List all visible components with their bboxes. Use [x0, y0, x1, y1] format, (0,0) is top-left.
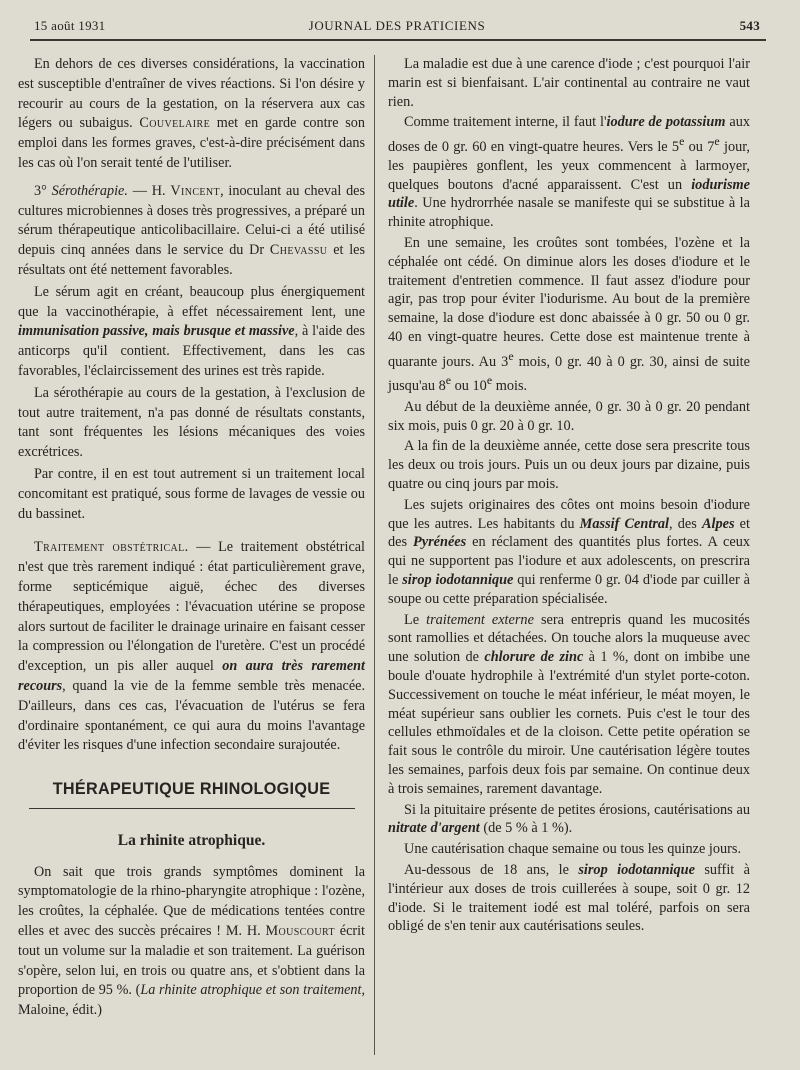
text-run: en réclament des quantités plus fortes. A ceux qui ne supportent pas l'iodure et aux adolescents, on prescrira le [388, 534, 750, 589]
article-subtitle: La rhinite atrophique. [117, 831, 266, 849]
superscript: e [508, 348, 514, 363]
paragraph-cauterisation: Une cautérisation chaque semaine ou tous les quinze jours. [404, 841, 742, 858]
author-name: Mouscourt [265, 923, 335, 940]
paragraph-moins-18-ans [388, 861, 750, 936]
emphasis: on aura très rarement recours [18, 658, 365, 694]
right-column [388, 55, 750, 936]
header-rule [30, 39, 766, 41]
text-run: à 1 %, dont on imbibe une boule d'ouate hydrophile à l'extrémité d'un stylet porte-coton. Successivement on touche le méat inférieur, le méat moyen, le méat supérieur sans oublier les cornets. Puis c'est le tour des cellules ethmoïdales et de la cloison. Cette petite opération se fait sous le contrôle du miroir. Une cautérisation légère toutes les semaines, parfois deux fois par semaine. On continue deux à trois semaines, rarement davantage. [388, 649, 751, 797]
emphasis: Alpes [701, 515, 735, 532]
emphasis: iodurisme utile [388, 176, 750, 212]
text-run: Le [404, 611, 427, 628]
paragraph-serotherapie [18, 182, 365, 281]
paragraph-rhinite-intro [18, 863, 365, 1021]
text-run: , à l'aide des anticorps qu'il contient. Effectivement, dans les cas favorables, l'éclaircissement des urines est très rapide. [18, 323, 365, 379]
author-name: Chevassu [269, 242, 328, 259]
paragraph-heading: Sérothérapie. [51, 182, 128, 199]
text-run: (de 5 % à 1 %). [479, 820, 573, 837]
section-rule [29, 808, 355, 809]
superscript: e [445, 373, 452, 388]
text-run: Si la pituitaire présente de petites érosions, cautérisations au [404, 801, 750, 818]
text-run: et des [388, 515, 750, 551]
text-run: , inoculant au cheval des cultures microbiennes à doses très progressives, a préparé un sérum thérapeutique anticolibacillaire. Celui-ci a été utilisé depuis cinq années dans le service du Dr [18, 182, 365, 259]
text-run: ou 7 [684, 138, 715, 155]
running-header [34, 18, 760, 40]
paragraph-sujets-originaires [388, 496, 750, 609]
text-run: aux doses de 0 gr. 60 en vingt-quatre heures. Vers le 5 [388, 114, 750, 155]
emphasis: Pyrénées [413, 534, 467, 551]
superscript: e [714, 134, 720, 149]
author-name: Couvelaire [139, 115, 211, 132]
text-run: En une semaine, les croûtes sont tombées, l'ozène et la céphalée ont cédé. On diminue alors les doses d'iodure et le traitement d'entretien commence. Il faut assez d'iodure pour agir, pas trop pour éviter l'iodurisme. Au bout de la première semaine, la dose d'iodure est donc abaissée à 0 gr. 50 ou 0 gr. 40 en vingt-quatre heures. Cette dose est maintenue trente à quarante jours. Au 3 [388, 234, 750, 370]
paragraph-fin-deuxieme-annee: A la fin de la deuxième année, cette dose sera prescrite tous les deux ou trois jours. Puis un ou deux jours par dizaine, puis quatre ou cinq jours par mois. [388, 438, 750, 493]
text-run: Les sujets originaires des côtes ont moins besoin d'iodure que les autres. Les habitants du [388, 496, 750, 532]
paragraph-traitement-local: Par contre, il en est tout autrement si un traitement local concomitant est pratiqué, sous forme de lavages de vessie ou du bassinet. [18, 465, 365, 522]
left-column [18, 55, 365, 1021]
author-name: Vincent [170, 182, 221, 199]
text-run: suffit à l'intérieur aux doses de trois cuillerées à soupe, soit 0 gr. 12 d'iode. Si le traitement iodé est mal toléré, parfois on sera obligé de s'en tenir aux cautérisations seules. [388, 861, 750, 935]
column-divider [374, 55, 375, 1055]
superscript: e [679, 134, 685, 149]
text-run: mois, 0 gr. 40 à 0 gr. 30, ainsi de suite jusqu'au 8 [388, 353, 750, 395]
paragraph-heading: Traitement obstétrical. [34, 539, 189, 556]
text-run: Au-dessous de 18 ans, le [404, 861, 579, 878]
paragraph-traitement-interne [388, 113, 750, 232]
text-run: ou 10 [451, 378, 487, 395]
superscript: e [486, 373, 493, 388]
paragraph-traitement-externe [388, 611, 750, 799]
paragraph-carence-iode: La maladie est due à une carence d'iode ; c'est pourquoi l'air marin est si bienfaisant. L'air continental au contraire ne vaut rien. [388, 56, 750, 110]
text-run: jour, les paupières gonflent, les yeux commencent à larmoyer, quelques boutons d'acné apparaissent. C'est un [388, 138, 750, 193]
text-run: met en garde contre son emploi dans les formes graves, c'est-à-dire précisément dans les cas où l'on serait tenté de l'utiliser. [18, 115, 365, 171]
text-run: . Une hydrorrhée nasale se manifeste qui se substitue à la rhinite atrophique. [388, 195, 750, 231]
text-run: qui renferme 0 gr. 04 d'iode par cuiller à soupe ou cette préparation spécialisée. [388, 572, 750, 607]
paragraph-obstetrical [18, 538, 365, 756]
text-run: Le sérum agit en créant, beaucoup plus énergiquement que la vaccinothérapie, à effet nécessairement lent, une [18, 283, 365, 320]
paragraph-gestation: La sérothérapie au cours de la gestation, à l'exclusion de tout autre traitement, n'a pas donné de résultats constants, tant sont fréquentes les lésions mécaniques des voies excrétrices. [18, 384, 365, 461]
issue-date: 15 août 1931 [34, 18, 106, 33]
emphasis: sirop iodotannique [578, 861, 695, 878]
text-run: mois. [492, 378, 528, 395]
text-run: écrit tout un volume sur la maladie et son traitement. La guérison s'opère, selon lui, en trois ou quatre ans, et s'obtient dans la proportion de 95 %. ( [18, 923, 365, 999]
paragraph-deuxieme-annee: Au début de la deuxième année, 0 gr. 30 à 0 gr. 20 pendant six mois, puis 0 gr. 20 à 0 gr. 10. [388, 398, 750, 434]
text-run: En dehors de ces diverses considérations, la vaccination est susceptible d'entraîner de vives réactions. Si l'on désire y recourir au cours de la gestation, on la réservera aux cas légers ou subaigus. [18, 56, 365, 132]
paragraph-entretien [388, 234, 750, 396]
emphasis: traitement externe [426, 611, 534, 628]
emphasis: immunisation passive, mais brusque et massive [18, 323, 295, 340]
text-run: Comme traitement interne, il faut l' [404, 114, 607, 131]
text-run: , des [669, 515, 702, 532]
text-run: — H. [127, 182, 171, 199]
journal-title: JOURNAL DES PRATICIENS [308, 18, 486, 33]
paragraph-pituitaire [388, 801, 750, 839]
text-run: sera entrepris quand les mucosités sont ramollies et détachées. On touche alors la muqueuse avec une solution de [388, 611, 750, 666]
item-number: 3° [34, 182, 52, 199]
emphasis: chlorure de zinc [484, 649, 584, 666]
section-title: THÉRAPEUTIQUE RHINOLOGIQUE [52, 780, 331, 799]
text-run: — Le traitement obstétrical n'est que très rarement indiqué : état particulièrement grave, forme septicémique aiguë, échec des diverses thérapeutiques, employées : l'évacuation utérine se propose alors surtout de faciliter le drainage urinaire en faisant cesser la compression ou l'élongation de l'uretère. C'est un procédé d'exception, un pis aller auquel [18, 539, 365, 675]
page-number: 543 [739, 18, 760, 33]
text-run: , Maloine, édit.) [18, 982, 365, 1019]
paragraph-serum [18, 283, 365, 382]
paragraph-vaccination [18, 55, 365, 174]
emphasis: Massif Central [579, 515, 670, 532]
emphasis: nitrate d'argent [388, 820, 480, 837]
emphasis: sirop iodotannique [402, 572, 514, 589]
text-run: et les résultats ont été nettement favorables. [18, 242, 365, 278]
emphasis: iodure de potassium [606, 114, 726, 131]
text-run: On sait que trois grands symptômes dominent la symptomatologie de la rhino-pharyngite atrophique : l'ozène, les croûtes, la céphalée. Que de médications tentées contre elles et avec des succès précaires ! M. H. [18, 863, 365, 940]
book-title: La rhinite atrophique et son traitement [140, 982, 362, 999]
text-run: , quand la vie de la femme semble très menacée. D'ailleurs, dans ces cas, l'évacuation de l'utérus se fera d'ordinaire spontanément, ce qui aura du moins l'avantage d'éviter les risques d'une infection secondaire surajoutée. [18, 677, 365, 754]
